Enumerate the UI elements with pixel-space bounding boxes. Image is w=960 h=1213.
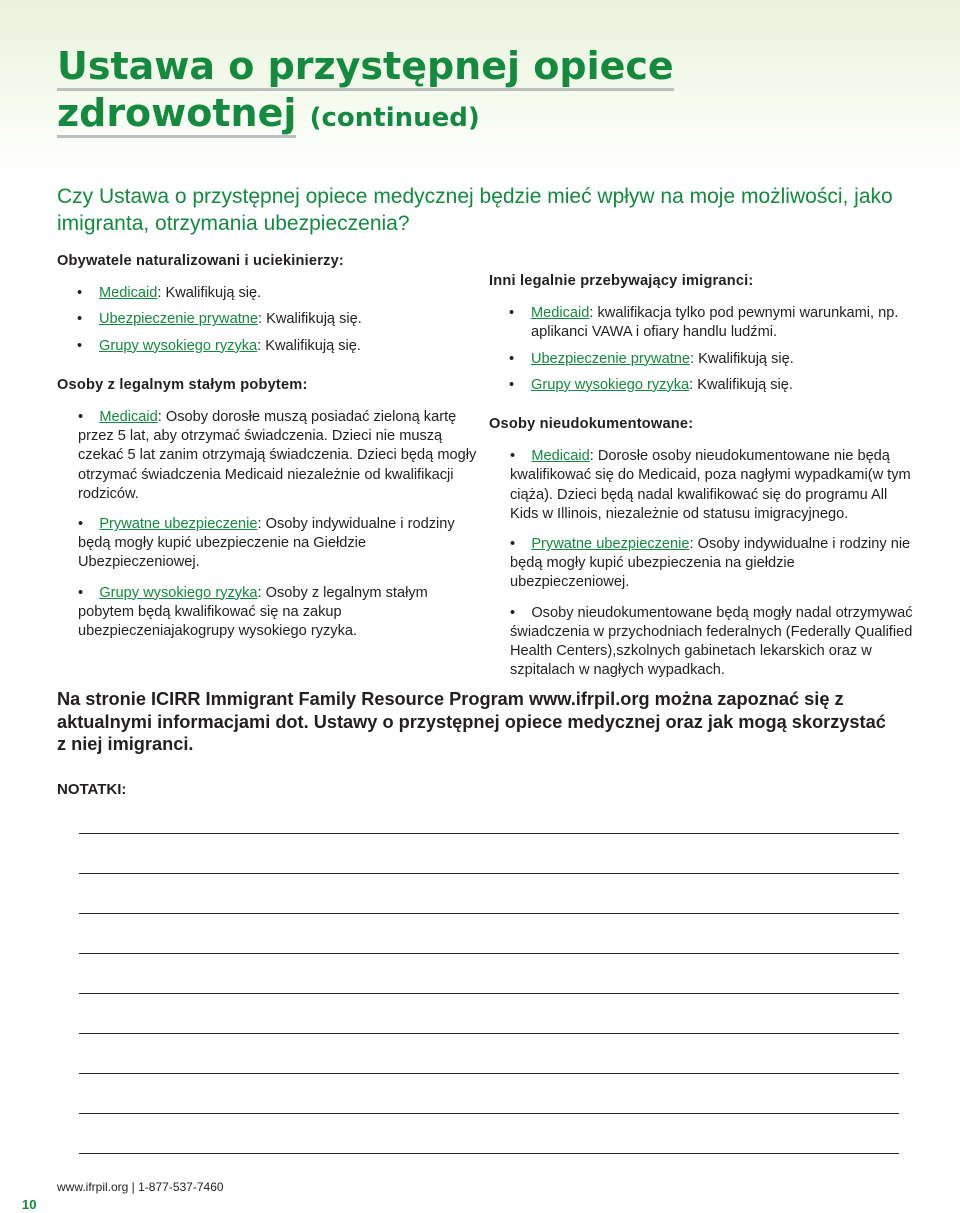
section-heading-naturalized: Obywatele naturalizowani i uciekinierzy: xyxy=(57,253,344,269)
notes-label: NOTATKI: xyxy=(57,781,127,798)
high-risk-link[interactable]: Grupy wysokiego ryzyka xyxy=(531,376,690,393)
list-item xyxy=(57,284,477,303)
notes-line xyxy=(79,873,899,874)
section-heading-undocumented: Osoby nieudokumentowane: xyxy=(489,416,694,433)
section-heading-other-legal: Inni legalnie przebywający imigranci: xyxy=(489,273,754,289)
list-item-text: : kwalifikacja tylko pod pewnymi warunkami, np. aplikanci VAWA i ofiary handlu ludźmi. xyxy=(531,305,899,341)
list-item xyxy=(57,337,477,356)
notes-line xyxy=(79,1153,899,1154)
list-item-text: Osoby nieudokumentowane będą mogły nadal otrzymywać świadczenia w przychodniach federalnych (Federally Qualified Health Centers),szkolnych gabinetach lekarskich oraz w szpitalach w nagłych wypadkach. xyxy=(510,604,913,679)
notes-line xyxy=(79,1113,899,1114)
medicaid-link[interactable]: Medicaid xyxy=(99,409,158,426)
list-undocumented xyxy=(510,447,914,680)
list-item xyxy=(510,604,914,681)
list-item xyxy=(510,447,914,524)
intro-question: Czy Ustawa o przystępnej opiece medycznej będzie mieć wpływ na moje możliwości, jako imigranta, otrzymania ubezpieczenia? xyxy=(57,185,893,235)
list-item xyxy=(78,515,477,573)
left-column xyxy=(57,252,477,653)
list-item xyxy=(489,376,914,395)
page-title xyxy=(57,44,674,140)
list-item-text: : Osoby indywidualne i rodziny nie będą mogły kupić ubezpieczenia na giełdzie ubezpieczeniowej. xyxy=(510,536,911,591)
notes-line xyxy=(79,953,899,954)
notes-line xyxy=(79,913,899,914)
list-item-text: : Osoby dorosłe muszą posiadać zieloną kartę przez 5 lat, aby otrzymać świadczenia. Dzieci nie muszą czekać 5 lat zanim otrzymają świadczenia. Dzieci będą mogły otrzymać świadczenia Medicaid niezależnie od kwalifikacji rodziców. xyxy=(78,409,477,502)
list-item-text: : Kwalifikują się. xyxy=(258,311,362,328)
list-permanent-residents xyxy=(78,408,477,641)
medicaid-link[interactable]: Medicaid xyxy=(531,448,590,465)
page-title-line1: Ustawa o przystępnej opiece xyxy=(57,44,674,91)
page-title-line2: zdrowotnej xyxy=(57,91,296,138)
list-item xyxy=(510,535,914,593)
footer-contact: www.ifrpil.org | 1-877-537-7460 xyxy=(57,1180,224,1194)
list-item xyxy=(57,310,477,329)
section-heading-permanent-residents: Osoby z legalnym stałym pobytem: xyxy=(57,376,308,393)
page-number: 10 xyxy=(22,1197,37,1212)
resource-note: Na stronie ICIRR Immigrant Family Resource Program www.ifrpil.org można zapoznać się z aktualnymi informacjami dot. Ustawy o przystępnej opiece medycznej oraz jak mogą skorzystać z niej imigranci. xyxy=(57,689,886,754)
private-insurance-link[interactable]: Prywatne ubezpieczenie xyxy=(99,516,258,533)
list-item xyxy=(489,350,914,369)
private-insurance-link[interactable]: Prywatne ubezpieczenie xyxy=(531,536,690,553)
list-item xyxy=(78,408,477,504)
medicaid-link[interactable]: Medicaid xyxy=(99,285,158,302)
list-naturalized xyxy=(57,284,477,356)
list-other-legal xyxy=(489,304,914,395)
list-item-text: : Dorosłe osoby nieudokumentowane nie będą kwalifikować się do Medicaid, poza nagłymi wypadkami(w tym ciąża). Dzieci będą nadal kwalifikować się do programu All Kids w Illinois, niezależnie od statusu imigracyjnego. xyxy=(510,448,911,522)
private-insurance-link[interactable]: Ubezpieczenie prywatne xyxy=(99,311,258,328)
list-item-text: : Kwalifikują się. xyxy=(689,376,793,393)
notes-line xyxy=(79,833,899,834)
list-item-text: : Kwalifikują się. xyxy=(690,350,794,367)
list-item-text: : Osoby z legalnym stałym pobytem będą kwalifikować się na zakup ubezpieczeniajakogrupy wysokiego ryzyka. xyxy=(78,584,428,640)
list-item xyxy=(489,304,914,342)
medicaid-link[interactable]: Medicaid xyxy=(531,305,590,322)
list-item xyxy=(78,584,477,642)
high-risk-link[interactable]: Grupy wysokiego ryzyka xyxy=(99,584,258,601)
high-risk-link[interactable]: Grupy wysokiego ryzyka xyxy=(99,337,258,354)
right-column xyxy=(489,272,914,692)
list-item-text: : Kwalifikują się. xyxy=(157,285,262,302)
list-item-text: : Kwalifikują się. xyxy=(257,337,361,354)
notes-line xyxy=(79,1073,899,1074)
notes-line xyxy=(79,1033,899,1034)
list-item-text: : Osoby indywidualne i rodziny będą mogły kupić ubezpieczenie na Giełdzie Ubezpieczeniowej. xyxy=(78,516,455,571)
private-insurance-link[interactable]: Ubezpieczenie prywatne xyxy=(531,350,690,367)
notes-line xyxy=(79,993,899,994)
page-title-continued: (continued) xyxy=(309,103,480,133)
